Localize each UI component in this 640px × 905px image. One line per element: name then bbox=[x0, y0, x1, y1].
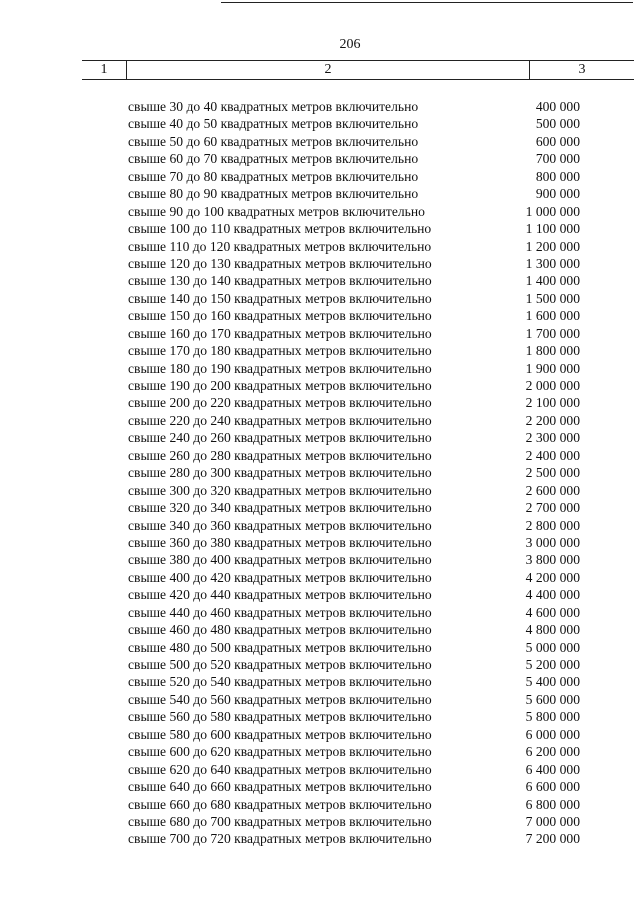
area-range-label: свыше 540 до 560 квадратных метров включительно bbox=[128, 691, 432, 707]
amount-value: 1 300 000 bbox=[525, 255, 580, 271]
area-range-label: свыше 320 до 340 квадратных метров включительно bbox=[128, 500, 432, 516]
area-range-label: свыше 600 до 620 квадратных метров включительно bbox=[128, 744, 432, 760]
area-range-label: свыше 700 до 720 квадратных метров включительно bbox=[128, 831, 432, 847]
table-row bbox=[0, 639, 640, 656]
amount-value: 5 400 000 bbox=[525, 674, 580, 690]
amount-value: 7 200 000 bbox=[525, 831, 580, 847]
area-range-label: свыше 170 до 180 квадратных метров включительно bbox=[128, 343, 432, 359]
page-number: 206 bbox=[339, 37, 361, 52]
table-row bbox=[0, 726, 640, 743]
table-row bbox=[0, 604, 640, 621]
column-header-2: 2 bbox=[127, 61, 530, 79]
table-row bbox=[0, 621, 640, 638]
area-range-label: свыше 680 до 700 квадратных метров включительно bbox=[128, 813, 432, 829]
table-row bbox=[0, 656, 640, 673]
area-range-label: свыше 660 до 680 квадратных метров включительно bbox=[128, 796, 432, 812]
amount-value: 4 400 000 bbox=[525, 587, 580, 603]
table-row bbox=[0, 168, 640, 185]
table-row bbox=[0, 447, 640, 464]
table-row bbox=[0, 499, 640, 516]
amount-value: 2 300 000 bbox=[525, 430, 580, 446]
table-row bbox=[0, 708, 640, 725]
table-row bbox=[0, 586, 640, 603]
area-range-label: свыше 200 до 220 квадратных метров включительно bbox=[128, 395, 432, 411]
area-range-label: свыше 560 до 580 квадратных метров включительно bbox=[128, 709, 432, 725]
table-row bbox=[0, 482, 640, 499]
table-row bbox=[0, 412, 640, 429]
amount-value: 4 200 000 bbox=[525, 569, 580, 585]
table-row bbox=[0, 761, 640, 778]
table-row bbox=[0, 272, 640, 289]
area-range-label: свыше 30 до 40 квадратных метров включительно bbox=[128, 99, 419, 114]
table-row bbox=[0, 360, 640, 377]
amount-value: 2 700 000 bbox=[525, 500, 580, 516]
table-row bbox=[0, 830, 640, 847]
table-row bbox=[0, 813, 640, 830]
area-range-label: свыше 400 до 420 квадратных метров включительно bbox=[128, 569, 432, 585]
column-header-1: 1 bbox=[82, 61, 127, 79]
table-row bbox=[0, 743, 640, 760]
table-row bbox=[0, 185, 640, 202]
area-range-label: свыше 60 до 70 квадратных метров включительно bbox=[128, 151, 419, 167]
table-row bbox=[0, 133, 640, 150]
table-row bbox=[0, 377, 640, 394]
table-row bbox=[0, 551, 640, 568]
area-range-label: свыше 280 до 300 квадратных метров включительно bbox=[128, 465, 432, 481]
amount-value: 1 900 000 bbox=[525, 360, 580, 376]
area-range-label: свыше 130 до 140 квадратных метров включительно bbox=[128, 273, 432, 289]
amount-value: 900 000 bbox=[535, 186, 580, 202]
amount-value: 1 500 000 bbox=[525, 290, 580, 306]
amount-value: 5 200 000 bbox=[525, 657, 580, 672]
amount-value: 1 400 000 bbox=[525, 273, 580, 289]
area-range-label: свыше 180 до 190 квадратных метров включительно bbox=[128, 360, 432, 376]
amount-value: 1 100 000 bbox=[525, 221, 580, 237]
amount-value: 2 200 000 bbox=[525, 412, 580, 428]
table-row bbox=[0, 255, 640, 272]
table-row bbox=[0, 534, 640, 551]
amount-value: 5 800 000 bbox=[525, 709, 580, 725]
area-range-label: свыше 190 до 200 квадратных метров включительно bbox=[128, 378, 432, 393]
area-range-label: свыше 620 до 640 квадратных метров включительно bbox=[128, 761, 432, 777]
area-range-label: свыше 460 до 480 квадратных метров включительно bbox=[128, 622, 432, 638]
table-row bbox=[0, 429, 640, 446]
amount-value: 500 000 bbox=[535, 116, 580, 132]
amount-value: 6 200 000 bbox=[525, 744, 580, 760]
amount-value: 600 000 bbox=[535, 133, 580, 149]
table-row bbox=[0, 203, 640, 220]
table-row bbox=[0, 796, 640, 813]
area-range-label: свыше 260 до 280 квадратных метров включительно bbox=[128, 447, 432, 463]
area-range-label: свыше 500 до 520 квадратных метров включительно bbox=[128, 657, 432, 672]
table-row bbox=[0, 691, 640, 708]
amount-value: 3 000 000 bbox=[525, 534, 580, 550]
area-range-label: свыше 140 до 150 квадратных метров включительно bbox=[128, 290, 432, 306]
area-range-label: свыше 520 до 540 квадратных метров включительно bbox=[128, 674, 432, 690]
area-range-label: свыше 580 до 600 квадратных метров включительно bbox=[128, 726, 432, 742]
table-row bbox=[0, 150, 640, 167]
amount-value: 3 800 000 bbox=[525, 552, 580, 568]
area-range-label: свыше 110 до 120 квадратных метров включительно bbox=[128, 238, 432, 254]
amount-value: 2 000 000 bbox=[525, 378, 580, 393]
amount-value: 1 800 000 bbox=[525, 343, 580, 359]
area-range-label: свыше 90 до 100 квадратных метров включительно bbox=[128, 203, 425, 219]
table-row bbox=[0, 342, 640, 359]
table-row bbox=[0, 98, 640, 115]
amount-value: 6 400 000 bbox=[525, 761, 580, 777]
column-header-3: 3 bbox=[578, 62, 586, 77]
area-range-label: свыше 120 до 130 квадратных метров включительно bbox=[128, 255, 432, 271]
amount-value: 1 600 000 bbox=[525, 308, 580, 324]
amount-value: 2 400 000 bbox=[525, 447, 580, 463]
area-range-label: свыше 70 до 80 квадратных метров включительно bbox=[128, 168, 419, 184]
amount-value: 6 600 000 bbox=[525, 779, 580, 795]
amount-value: 2 100 000 bbox=[525, 395, 580, 411]
area-range-label: свыше 240 до 260 квадратных метров включительно bbox=[128, 430, 432, 446]
amount-value: 1 700 000 bbox=[525, 325, 580, 341]
amount-value: 4 600 000 bbox=[525, 604, 580, 620]
area-range-label: свыше 420 до 440 квадратных метров включительно bbox=[128, 587, 432, 603]
table-header bbox=[82, 60, 634, 80]
table-row bbox=[0, 517, 640, 534]
area-range-label: свыше 150 до 160 квадратных метров включительно bbox=[128, 308, 432, 324]
area-range-label: свыше 220 до 240 квадратных метров включительно bbox=[128, 412, 432, 428]
table-row bbox=[0, 307, 640, 324]
area-range-label: свыше 160 до 170 квадратных метров включительно bbox=[128, 325, 432, 341]
amount-value: 4 800 000 bbox=[525, 622, 580, 638]
area-range-label: свыше 40 до 50 квадратных метров включительно bbox=[128, 116, 419, 132]
amount-value: 5 600 000 bbox=[525, 691, 580, 707]
amount-value: 1 000 000 bbox=[525, 203, 580, 219]
amount-value: 800 000 bbox=[535, 168, 580, 184]
table-row bbox=[0, 464, 640, 481]
amount-value: 6 000 000 bbox=[525, 726, 580, 742]
table-row bbox=[0, 325, 640, 342]
area-range-label: свыше 80 до 90 квадратных метров включительно bbox=[128, 186, 419, 202]
amount-value: 6 800 000 bbox=[525, 796, 580, 812]
table-row bbox=[0, 778, 640, 795]
area-range-label: свыше 100 до 110 квадратных метров включительно bbox=[128, 221, 432, 237]
amount-value: 1 200 000 bbox=[525, 238, 580, 254]
area-range-label: свыше 300 до 320 квадратных метров включительно bbox=[128, 482, 432, 498]
table-body bbox=[0, 98, 640, 848]
top-rule bbox=[221, 2, 633, 3]
table-row bbox=[0, 394, 640, 411]
amount-value: 5 000 000 bbox=[525, 639, 580, 655]
table-row bbox=[0, 290, 640, 307]
area-range-label: свыше 360 до 380 квадратных метров включительно bbox=[128, 534, 432, 550]
amount-value: 2 800 000 bbox=[525, 517, 580, 533]
amount-value: 400 000 bbox=[535, 99, 580, 114]
amount-value: 7 000 000 bbox=[525, 813, 580, 829]
table-row bbox=[0, 569, 640, 586]
amount-value: 700 000 bbox=[535, 151, 580, 167]
area-range-label: свыше 480 до 500 квадратных метров включительно bbox=[128, 639, 432, 655]
table-row bbox=[0, 673, 640, 690]
amount-value: 2 500 000 bbox=[525, 465, 580, 481]
table-row bbox=[0, 115, 640, 132]
amount-value: 2 600 000 bbox=[525, 482, 580, 498]
table-row bbox=[0, 238, 640, 255]
area-range-label: свыше 440 до 460 квадратных метров включительно bbox=[128, 604, 432, 620]
area-range-label: свыше 340 до 360 квадратных метров включительно bbox=[128, 517, 432, 533]
area-range-label: свыше 50 до 60 квадратных метров включительно bbox=[128, 133, 419, 149]
area-range-label: свыше 640 до 660 квадратных метров включительно bbox=[128, 779, 432, 795]
table-row bbox=[0, 220, 640, 237]
area-range-label: свыше 380 до 400 квадратных метров включительно bbox=[128, 552, 432, 568]
